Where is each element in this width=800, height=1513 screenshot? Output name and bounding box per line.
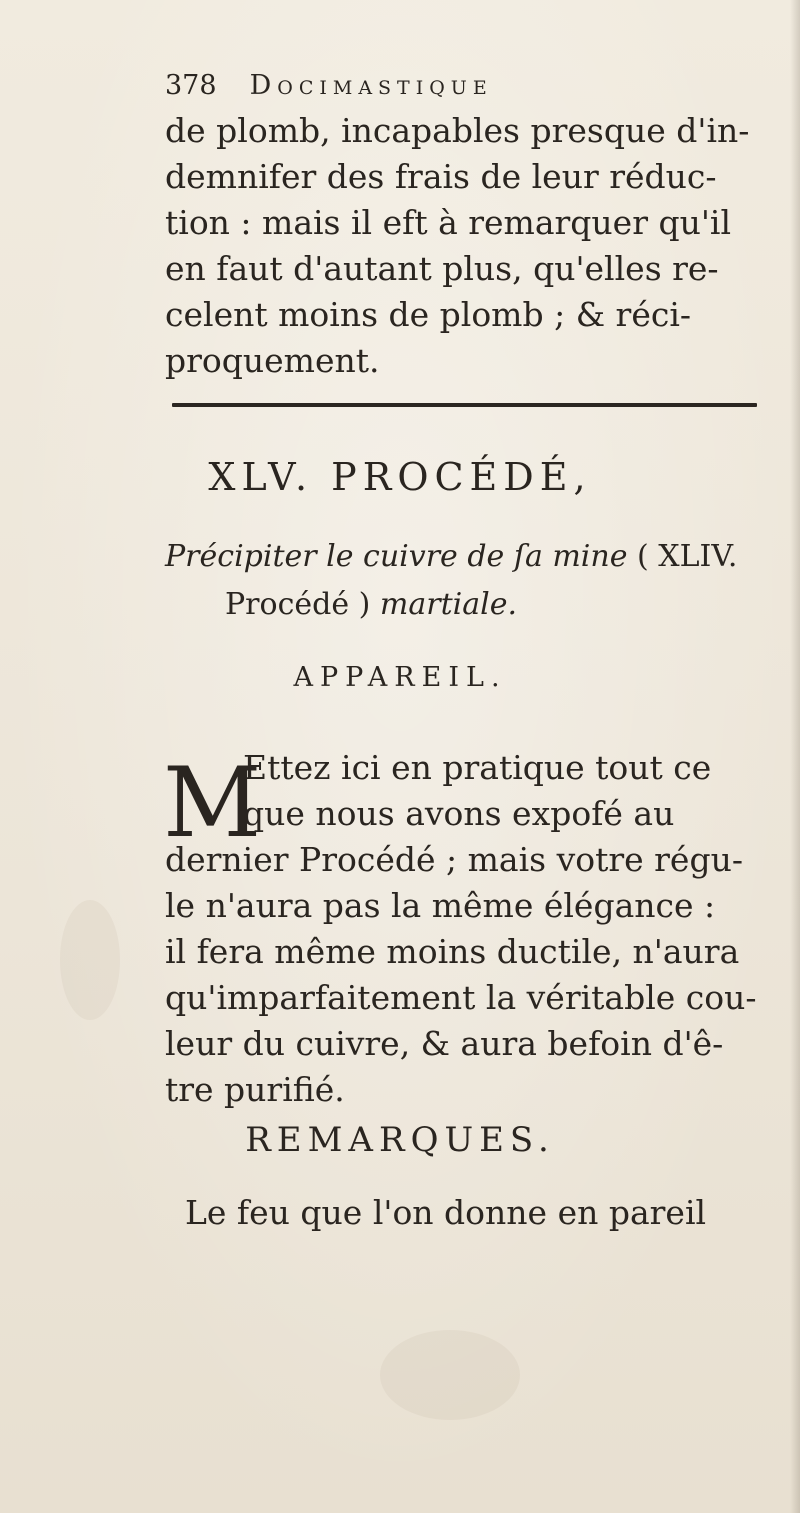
text-line: qu'imparfaitement la véritable cou-: [165, 978, 757, 1017]
subtitle-italic: Précipiter le cuivre de ſa mine: [165, 539, 628, 574]
paper-stain: [380, 1330, 520, 1420]
appareil-heading: APPAREIL.: [293, 662, 507, 693]
remarques-heading: REMARQUES.: [245, 1120, 555, 1160]
drop-cap: M: [163, 747, 262, 859]
text-line: demnifer des frais de leur réduc-: [165, 157, 717, 196]
section-subtitle-line-2: [225, 583, 765, 627]
continued-paragraph: [165, 108, 765, 384]
text-line: celent moins de plomb ; & réci-: [165, 295, 692, 334]
text-line: que nous avons expofé au: [243, 794, 675, 833]
subtitle-italic: martiale.: [379, 587, 517, 622]
paragraph-opening: [243, 745, 763, 837]
section-subtitle-line-1: [165, 535, 765, 579]
running-head: [165, 70, 725, 106]
text-line: tion : mais il eft à remarquer qu'il: [165, 203, 732, 242]
text-line: Le feu que l'on donne en pareil: [185, 1193, 707, 1232]
text-line: en faut d'autant plus, qu'elles re-: [165, 249, 719, 288]
subtitle-roman: Procédé ): [225, 587, 371, 622]
section-title: XLV. PROCÉDÉ,: [208, 455, 592, 499]
text-line: de plomb, incapables presque d'in-: [165, 111, 750, 150]
text-line: tre purifié.: [165, 1070, 345, 1109]
section-divider: [172, 403, 757, 407]
text-line: proquement.: [165, 341, 380, 380]
page-number: 378: [165, 70, 217, 101]
text-line: dernier Procédé ; mais votre régu-: [165, 840, 743, 879]
text-line: Ettez ici en pratique tout ce: [243, 748, 712, 787]
text-line: il fera même moins ductile, n'aura: [165, 932, 740, 971]
subtitle-roman: ( XLIV.: [637, 539, 738, 574]
paragraph-body: [165, 837, 765, 1113]
paper-stain: [60, 900, 120, 1020]
text-line: le n'aura pas la même élégance :: [165, 886, 716, 925]
page-edge-shadow: [790, 0, 800, 1513]
text-line: leur du cuivre, & aura befoin d'ê-: [165, 1024, 724, 1063]
running-title: Docimastique: [249, 70, 493, 101]
